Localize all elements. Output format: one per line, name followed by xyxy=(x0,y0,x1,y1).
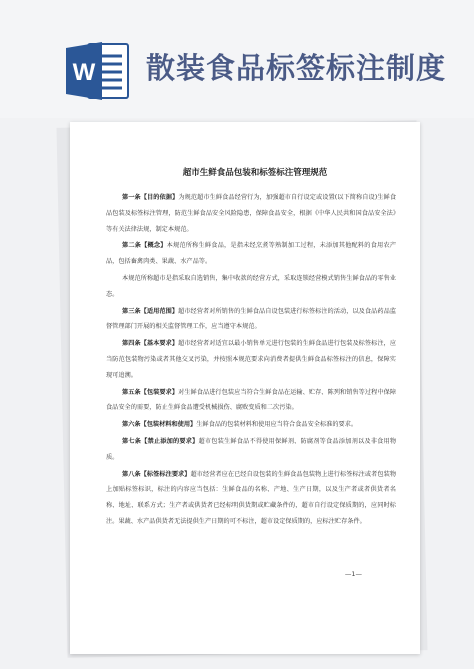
article-text: 超市经营者对所销售的生鲜食品自设包装进行标签标注的活动，以及食品药品监督管理部门开展的相关监督管理工作，应当遵守本规范。 xyxy=(106,307,397,331)
word-icon-letter: W xyxy=(72,59,96,86)
paragraph-article-2 xyxy=(106,238,396,270)
article-label: 第一条【目的依据】 xyxy=(122,194,179,201)
article-text: 本规范所称超市是指采取自选销售，集中收款的经营方式，采取连锁经营模式销售生鲜食品的零售业态。 xyxy=(106,274,396,298)
paragraph-supermarket-definition xyxy=(106,271,396,303)
article-text: 本规范所称生鲜食品，是指未经烹煮等熟制加工过程，未添加其他配料的食用农产品，包括畜禽肉类、果蔬、水产品等。 xyxy=(106,242,397,266)
header-banner xyxy=(0,0,474,118)
article-text: 为规范超市生鲜食品经营行为，加强超市自行设定或设置(以下简称自设)生鲜食品包装及标签标注管理，防范生鲜食品安全风险隐患，保障食品安全，根据《中华人民共和国食品安全法》等有关法律法规，制定本规范。 xyxy=(106,194,397,233)
paragraph-article-3 xyxy=(106,304,396,336)
paragraph-article-8 xyxy=(106,467,396,530)
article-label: 第六条【包装材料和使用】 xyxy=(122,421,197,429)
article-text: 超市经营者应在已经自设包装的生鲜食品包装物上进行标签标注或者包装物上加贴标签标识，标注的内容应当包括：生鲜食品的名称、产地、生产日期，以及生产者或者供货者名称、地址、联系方式；生产者或供货者已经标明供货期或贮藏条件的，超市自行设定保质期的，应同时标注。果蔬、水产品供货者无法提供生产日期的可不标注，超市设定保质期的，应标注贮存条件。 xyxy=(106,470,397,525)
paragraph-article-1 xyxy=(106,190,396,237)
page-number: —1— xyxy=(344,570,362,578)
word-icon xyxy=(66,40,130,102)
paragraph-article-5 xyxy=(106,385,396,417)
document-page xyxy=(70,122,420,654)
header-title: 散装食品标签标注制度 xyxy=(146,51,447,85)
article-label: 第八条【标签标注要求】 xyxy=(122,470,191,478)
article-label: 第五条【包装要求】 xyxy=(122,388,179,396)
article-label: 第七条【禁止添加的要求】 xyxy=(122,437,199,445)
paragraph-article-7 xyxy=(106,434,396,466)
article-text: 超市经营者对适宜以最小销售单元进行包装的生鲜食品进行包装及标签标注，应当防范包装物污染或者其他交叉污染，并按照本规范要求向消费者提供生鲜食品标签标注的信息，保障实现可追溯。 xyxy=(106,340,397,379)
paragraph-article-4 xyxy=(106,336,396,383)
article-label: 第三条【适用范围】 xyxy=(122,307,179,315)
article-label: 第二条【概念】 xyxy=(122,242,167,250)
document-title: 超市生鲜食品包装和标签标注管理规范 xyxy=(182,168,328,178)
article-label: 第四条【基本要求】 xyxy=(122,340,179,348)
paragraph-article-6 xyxy=(106,417,396,433)
article-text: 生鲜食品的包装材料和使用应当符合食品安全标准的要求。 xyxy=(196,421,358,429)
article-text: 超市包装生鲜食品不得使用保鲜剂、防腐剂等食品添加剂以及非食用物质。 xyxy=(106,437,397,461)
article-text: 对生鲜食品进行包装应当符合生鲜食品在运输、贮存、陈列和销售等过程中保障食品安全的需要，防止生鲜食品遭受机械损伤、腐败变质和二次污染。 xyxy=(106,388,397,412)
